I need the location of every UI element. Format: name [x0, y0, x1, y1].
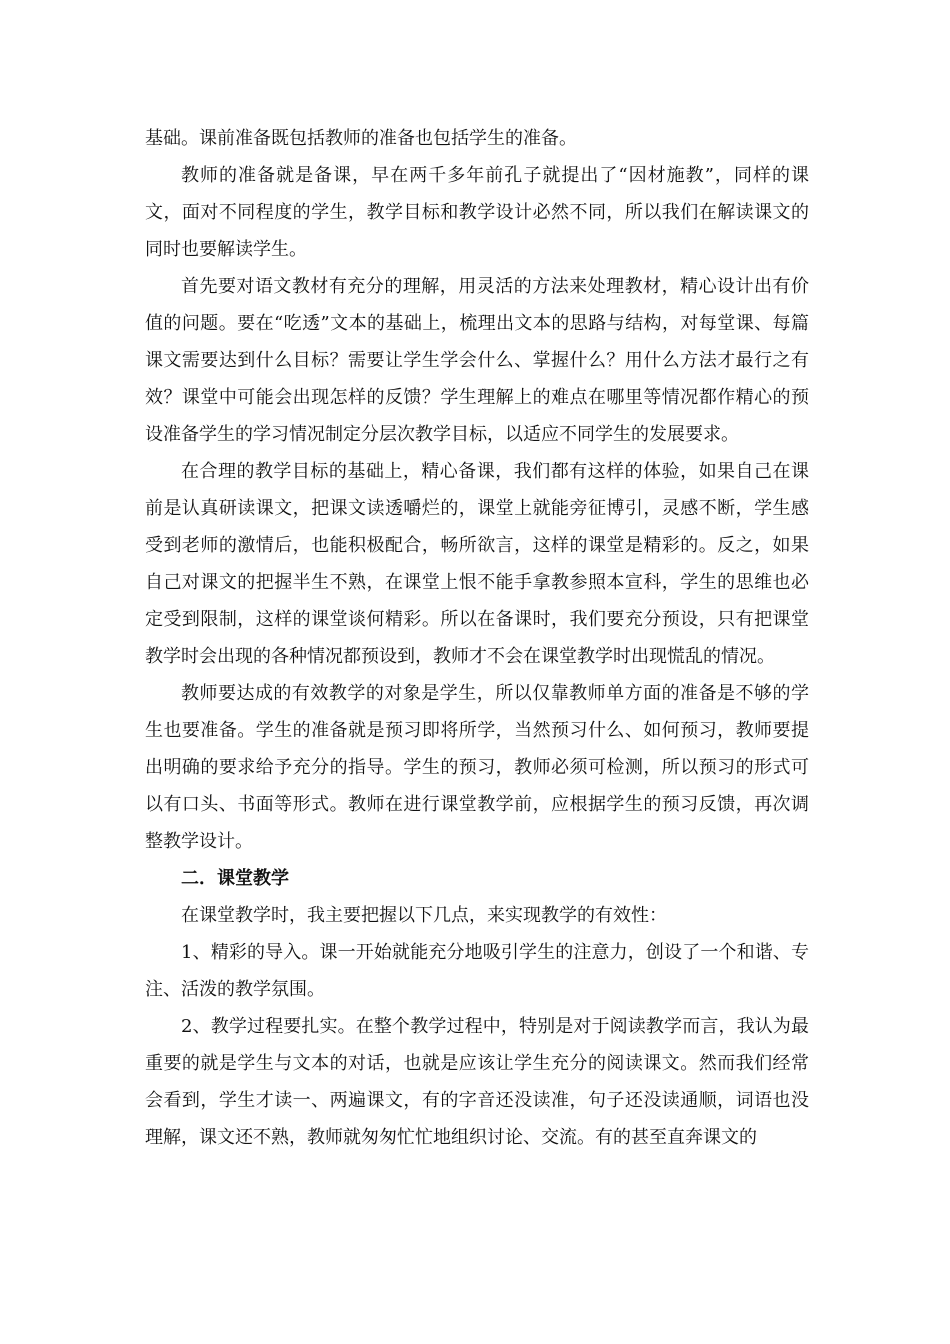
document-body — [145, 120, 809, 1156]
section-heading-classroom-teaching: 二．课堂教学 — [181, 868, 289, 889]
paragraph-point-2: 2、教学过程要扎实。在整个教学过程中，特别是对于阅读教学而言，我认为最重要的就是学生与文本的对话，也就是应该让学生充分的阅读课文。然而我们经常会看到，学生才读一、两遍课文，有的字音还没读准，句子还没读通顺，词语也没理解，课文还不熟，教师就匆匆忙忙地组织讨论、交流。有的甚至直奔课文的 — [145, 1016, 809, 1148]
paragraph-lesson-planning: 在合理的教学目标的基础上，精心备课，我们都有这样的体验，如果自己在课前是认真研读课文，把课文读透嚼烂的，课堂上就能旁征博引，灵感不断，学生感受到老师的激情后，也能积极配合，畅所欲言，这样的课堂是精彩的。反之，如果自己对课文的把握半生不熟，在课堂上恨不能手拿教参照本宣科，学生的思维也必定受到限制，这样的课堂谈何精彩。所以在备课时，我们要充分预设，只有把课堂教学时会出现的各种情况都预设到，教师才不会在课堂教学时出现慌乱的情况。 — [145, 461, 809, 667]
paragraph-classroom-intro: 在课堂教学时，我主要把握以下几点，来实现教学的有效性： — [181, 905, 667, 926]
paragraph-textbook-understanding: 首先要对语文教材有充分的理解，用灵活的方法来处理教材，精心设计出有价值的问题。要在“吃透”文本的基础上，梳理出文本的思路与结构，对每堂课、每篇课文需要达到什么目标？需要让学生学会什么、掌握什么？用什么方法才最行之有效？课堂中可能会出现怎样的反馈？学生理解上的难点在哪里等情况都作精心的预设准备学生的学习情况制定分层次教学目标，以适应不同学生的发展要求。 — [145, 276, 809, 445]
paragraph-teacher-preparation: 教师的准备就是备课，早在两千多年前孔子就提出了“因材施教”，同样的课文，面对不同程度的学生，教学目标和教学设计必然不同，所以我们在解读课文的同时也要解读学生。 — [145, 165, 809, 260]
paragraph-point-1: 1、精彩的导入。课一开始就能充分地吸引学生的注意力，创设了一个和谐、专注、活泼的教学氛围。 — [145, 942, 809, 1000]
paragraph-continuation: 基础。课前准备既包括教师的准备也包括学生的准备。 — [145, 128, 577, 149]
paragraph-student-preparation: 教师要达成的有效教学的对象是学生，所以仅靠教师单方面的准备是不够的学生也要准备。学生的准备就是预习即将所学，当然预习什么、如何预习，教师要提出明确的要求给予充分的指导。学生的预习，教师必须可检测，所以预习的形式可以有口头、书面等形式。教师在进行课堂教学前，应根据学生的预习反馈，再次调整教学设计。 — [145, 683, 809, 852]
